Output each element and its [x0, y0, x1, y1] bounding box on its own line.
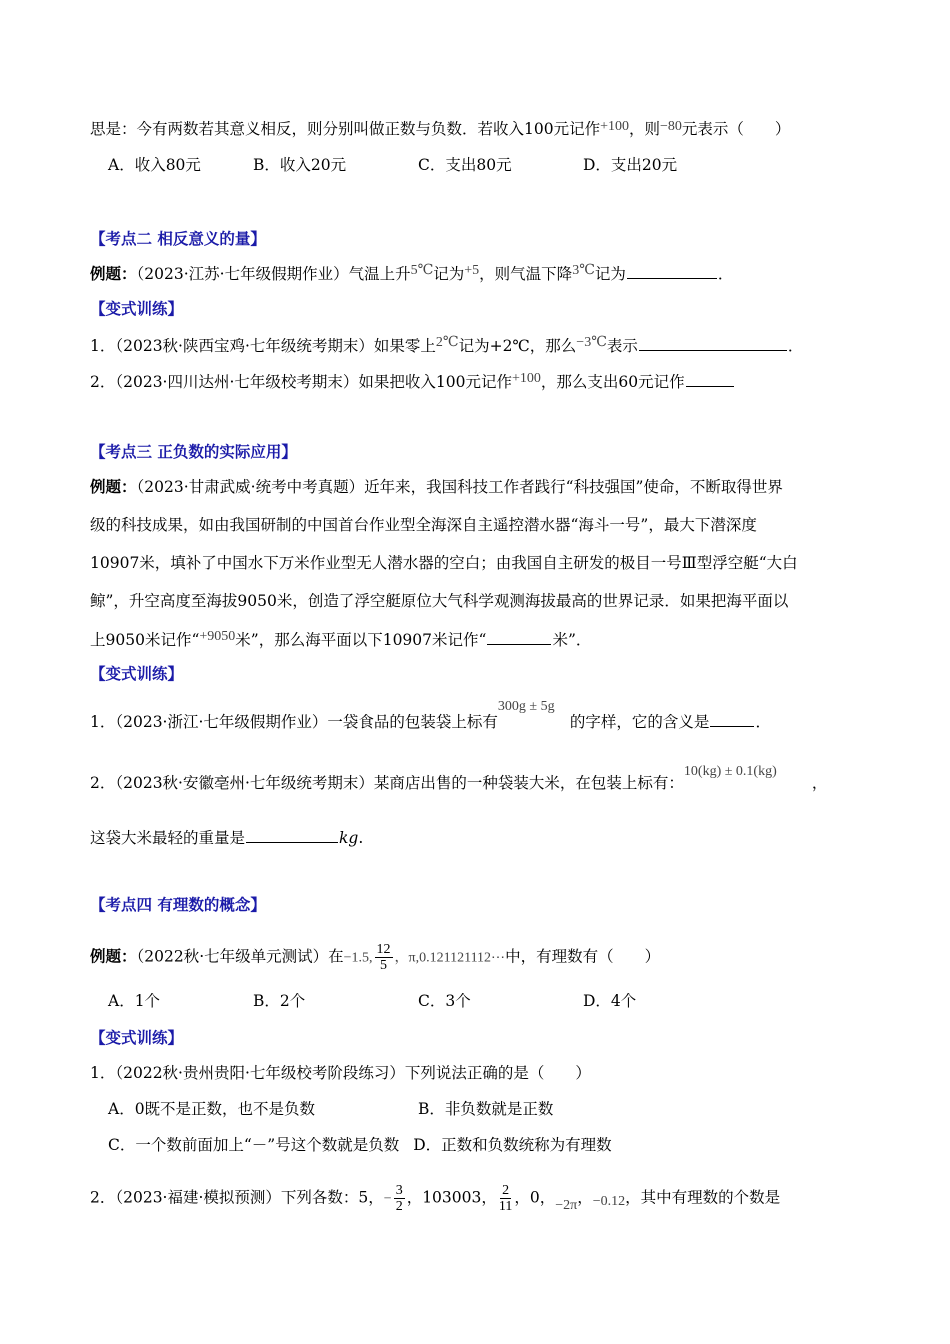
- answer-blank[interactable]: [487, 628, 551, 645]
- train-3-1: 1．（2023·浙江·七年级假期作业）一袋食品的包装袋上标有300g ± 5g的字样，它的含义是 ．: [90, 699, 771, 731]
- answer-blank[interactable]: [710, 710, 754, 727]
- option-b: B．2个: [253, 992, 306, 1010]
- option-b: B．收入20元: [253, 156, 347, 174]
- example-2: 例题：（2023·江苏·七年级假期作业）气温上升5℃记为+5，则气温下降3℃记为 ．: [90, 263, 734, 283]
- options-4: [108, 990, 636, 1012]
- example-4: 例题：（2022秋·七年级单元测试）在−1.5, $\frac{12}{5}$ ，π,0.121121112⋯中，有理数有（ ）: [90, 942, 661, 973]
- section-title-3: 【考点三 正负数的实际应用】: [90, 442, 297, 461]
- section-title-4: 【考点四 有理数的概念】: [90, 895, 266, 914]
- train-3-3: 这袋大米最轻的重量是 kg.: [90, 826, 363, 849]
- fraction-2-11: $\frac{2}{11}$: [498, 1183, 513, 1214]
- train-2-1: 1．（2023秋·陕西宝鸡·七年级统考期末）如果零上2℃记为+2℃，那么−3℃表示 ．: [90, 335, 804, 355]
- answer-blank[interactable]: [627, 262, 717, 279]
- train-3-2: 2．（2023秋·安徽亳州·七年级统考期末）某商店出售的一种袋装大米，在包装上标有：10(kg) ± 0.1(kg)，: [90, 764, 828, 792]
- section-title-2: 【考点二 相反意义的量】: [90, 229, 266, 248]
- option-d: D．支出20元: [583, 156, 678, 174]
- train-label-3: 【变式训练】: [90, 664, 184, 683]
- option-d: D．正数和负数统称为有理数: [413, 1136, 612, 1154]
- question-stem-top: 思是：今有两数若其意义相反，则分别叫做正数与负数．若收入100元记作+100，则−80元表示（ ）: [90, 119, 791, 138]
- math-minus-80: −80: [660, 119, 682, 134]
- example-3-line5: 上9050米记作“+9050米”，那么海平面以下10907米记作“ 米”．: [90, 629, 592, 649]
- train-label-2: 【变式训练】: [90, 299, 184, 318]
- math-plus-100: +100: [600, 119, 629, 134]
- example-3-line2: 级的科技成果，如由我国研制的中国首台作业型全海深自主遥控潜水器“海斗一号”，最大下潜深度: [90, 516, 757, 534]
- train-4-1-opts-cd: [108, 1134, 612, 1156]
- train-4-2: 2．（2023·福建·模拟预测）下列各数：5，− $\frac{3}{2}$ ，103003， $\frac{2}{11}$ ，0，−2π，−0.12，其中有理数的个数是: [90, 1183, 781, 1214]
- train-4-1-opts-ab: [108, 1098, 553, 1120]
- answer-blank[interactable]: [639, 334, 787, 351]
- answer-blank[interactable]: [686, 370, 734, 387]
- example-3-line1: 例题：（2023·甘肃武威·统考中考真题）近年来，我国科技工作者践行“科技强国”使命，不断取得世界: [90, 477, 783, 496]
- option-c: C．3个: [418, 992, 471, 1010]
- option-c: C．支出80元: [418, 156, 512, 174]
- option-a: A．收入80元: [108, 156, 201, 174]
- train-4-1: 1．（2022秋·贵州贵阳·七年级校考阶段练习）下列说法正确的是（ ）: [90, 1064, 591, 1082]
- option-a: A．1个: [108, 992, 161, 1010]
- train-2-2: 2．（2023·四川达州·七年级校考期末）如果把收入100元记作+100，那么支出60元记作: [90, 370, 735, 395]
- options-top: [108, 154, 677, 176]
- option-d: D．4个: [583, 992, 637, 1010]
- option-c: C．一个数前面加上“－”号这个数就是负数: [108, 1136, 400, 1154]
- option-a: A．0既不是正数，也不是负数: [108, 1100, 316, 1118]
- option-b: B．非负数就是正数: [418, 1100, 554, 1118]
- fraction-3-2: $\frac{3}{2}$: [395, 1183, 403, 1214]
- answer-blank[interactable]: [246, 826, 338, 843]
- example-3-line3: 10907米，填补了中国水下万米作业型无人潜水器的空白；由我国自主研发的极目一号Ⅲ型浮空艇“大白: [90, 554, 798, 572]
- train-label-4: 【变式训练】: [90, 1028, 184, 1047]
- example-3-line4: 鲸”，升空高度至海拔9050米，创造了浮空艇原位大气科学观测海拔最高的世界记录．如果把海平面以: [90, 592, 789, 610]
- fraction-12-5: $\frac{12}{5}$: [376, 942, 391, 973]
